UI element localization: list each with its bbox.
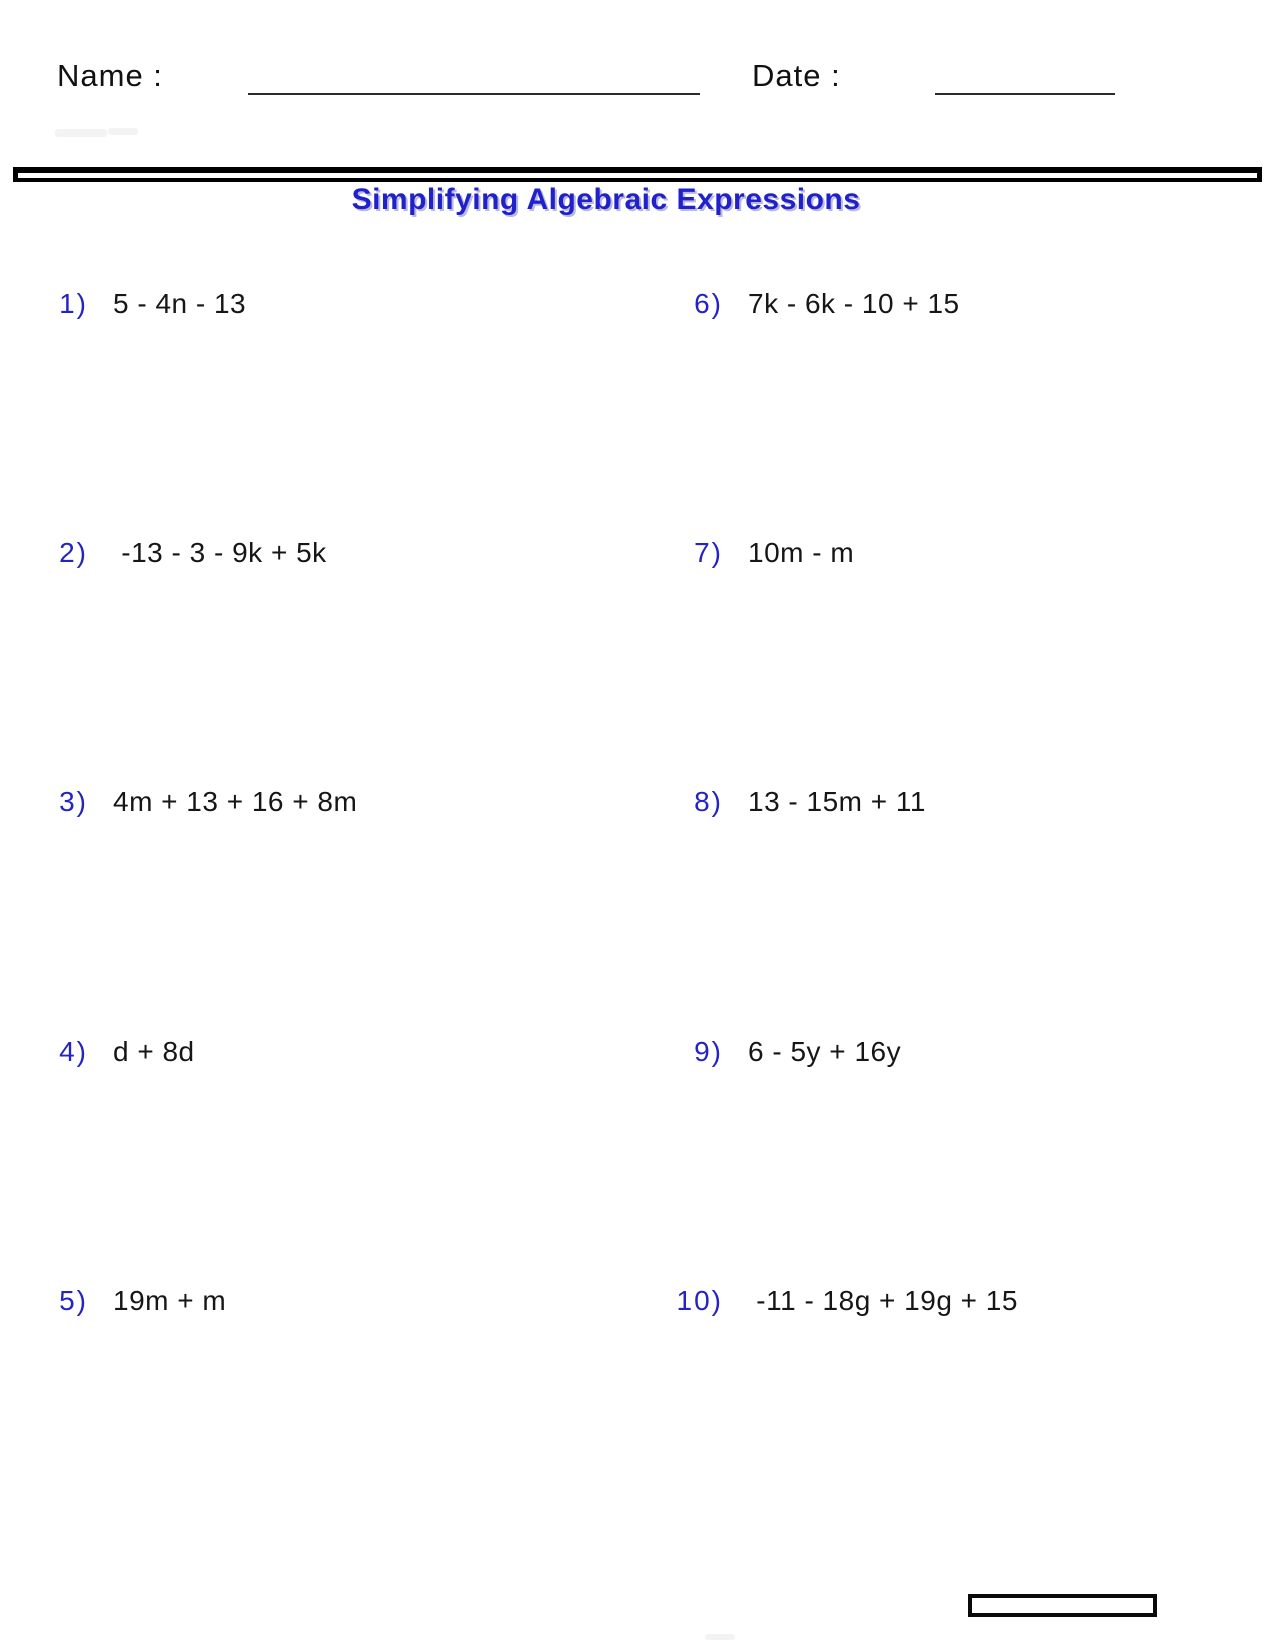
problem-4 (57, 1036, 195, 1068)
date-label: Date : (752, 58, 841, 93)
problem-number: 2) (59, 537, 88, 568)
page-title: Simplifying Algebraic Expressions (351, 183, 861, 216)
problem-number: 3) (59, 786, 88, 817)
problem-1 (57, 288, 246, 320)
problem-5 (57, 1285, 226, 1317)
problem-number: 10) (676, 1285, 723, 1316)
problem-number: 9) (694, 1036, 723, 1067)
problem-7 (660, 537, 854, 569)
problem-number: 4) (59, 1036, 88, 1067)
problem-2 (57, 537, 327, 569)
problem-expression: d + 8d (113, 1036, 195, 1067)
problem-expression: 19m + m (113, 1285, 227, 1316)
problem-3 (57, 786, 357, 818)
name-label: Name : (57, 58, 163, 93)
problem-8 (660, 786, 926, 818)
problem-9 (660, 1036, 901, 1068)
problem-expression: -11 - 18g + 19g + 15 (748, 1285, 1018, 1316)
problem-number: 8) (694, 786, 723, 817)
answer-box (968, 1594, 1157, 1617)
problem-number: 1) (59, 288, 88, 319)
problem-number: 7) (694, 537, 723, 568)
problem-number: 6) (694, 288, 723, 319)
print-artifact (705, 1634, 735, 1640)
problem-expression: 13 - 15m + 11 (748, 786, 926, 817)
name-blank-line (248, 93, 700, 95)
print-artifact (108, 128, 138, 135)
problem-number: 5) (59, 1285, 88, 1316)
separator-bar (13, 167, 1262, 182)
problem-expression: 10m - m (748, 537, 855, 568)
problem-expression: 5 - 4n - 13 (113, 288, 247, 319)
date-blank-line (935, 93, 1115, 95)
print-artifact (55, 129, 107, 137)
problem-expression: 4m + 13 + 16 + 8m (113, 786, 358, 817)
problem-expression: -13 - 3 - 9k + 5k (113, 537, 327, 568)
problem-10 (660, 1285, 1018, 1317)
problem-6 (660, 288, 960, 320)
problem-expression: 7k - 6k - 10 + 15 (748, 288, 960, 319)
separator-bar-stripe (18, 173, 1257, 178)
problem-expression: 6 - 5y + 16y (748, 1036, 902, 1067)
